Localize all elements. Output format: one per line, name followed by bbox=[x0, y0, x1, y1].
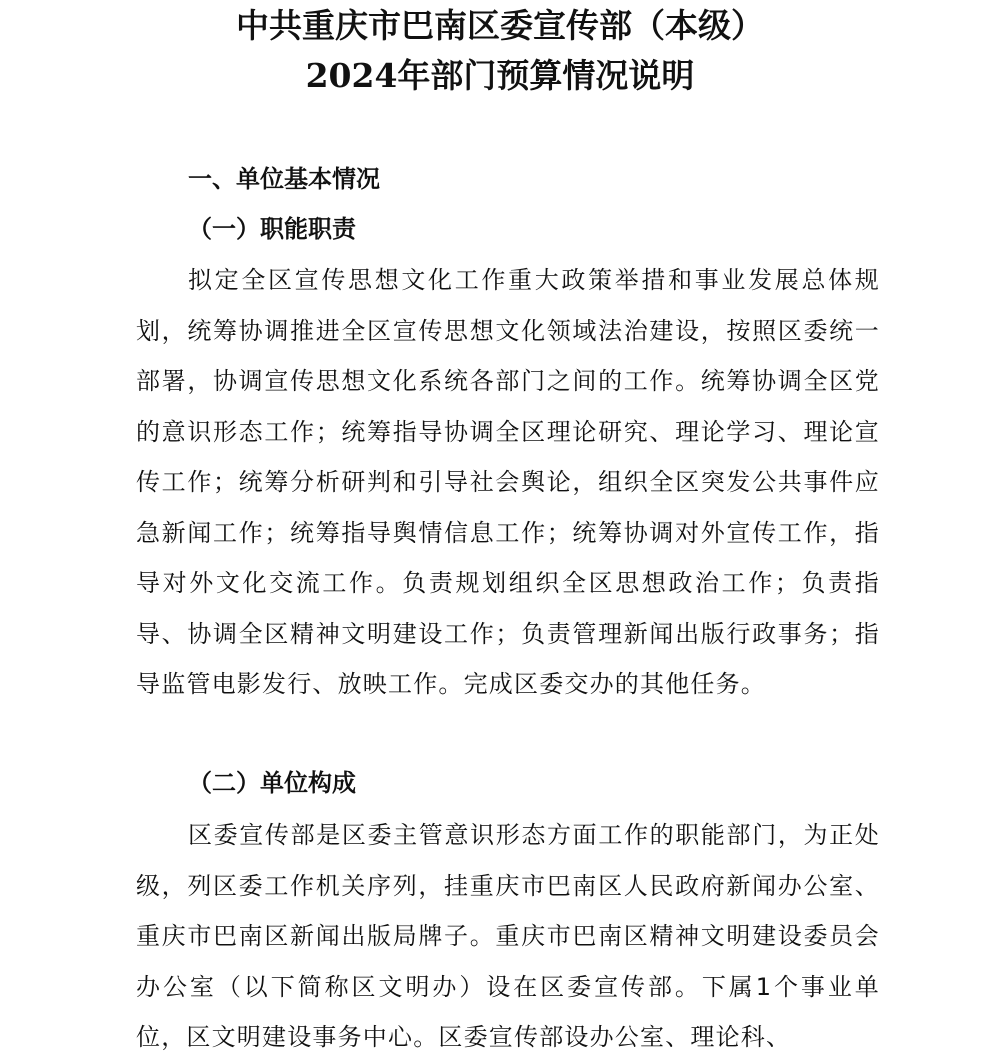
document-title-line2: 2024年部门预算情况说明 bbox=[305, 56, 695, 95]
duties-paragraph: 拟定全区宣传思想文化工作重大政策举措和事业发展总体规划，统筹协调推进全区宣传思想文化领域法治建设，按照区委统一部署，协调宣传思想文化系统各部门之间的工作。统筹协调全区党的意识形态工作；统筹指导协调全区理论研究、理论学习、理论宣传工作；统筹分析研判和引导社会舆论，组织全区突发公共事件应急新闻工作；统筹指导舆情信息工作；统筹协调对外宣传工作，指导对外文化交流工作。负责规划组织全区思想政治工作；负责指导、协调全区精神文明建设工作；负责管理新闻出版行政事务；指导监管电影发行、放映工作。完成区委交办的其他任务。 bbox=[136, 266, 880, 698]
subsection-heading-duties: （一）职能职责 bbox=[188, 214, 356, 243]
section-heading: 一、单位基本情况 bbox=[188, 165, 380, 193]
subsection-heading-composition: （二）单位构成 bbox=[188, 768, 356, 797]
composition-paragraph: 区委宣传部是区委主管意识形态方面工作的职能部门，为正处级，列区委工作机关序列，挂重庆市巴南区人民政府新闻办公室、重庆市巴南区新闻出版局牌子。重庆市巴南区精神文明建设委员会办公室（以下简称区文明办）设在区委宣传部。下属1个事业单位，区文明建设事务中心。区委宣传部设办公室、理论科、 bbox=[136, 821, 880, 1051]
document-title-line1: 中共重庆市巴南区委宣传部（本级） bbox=[236, 6, 764, 45]
